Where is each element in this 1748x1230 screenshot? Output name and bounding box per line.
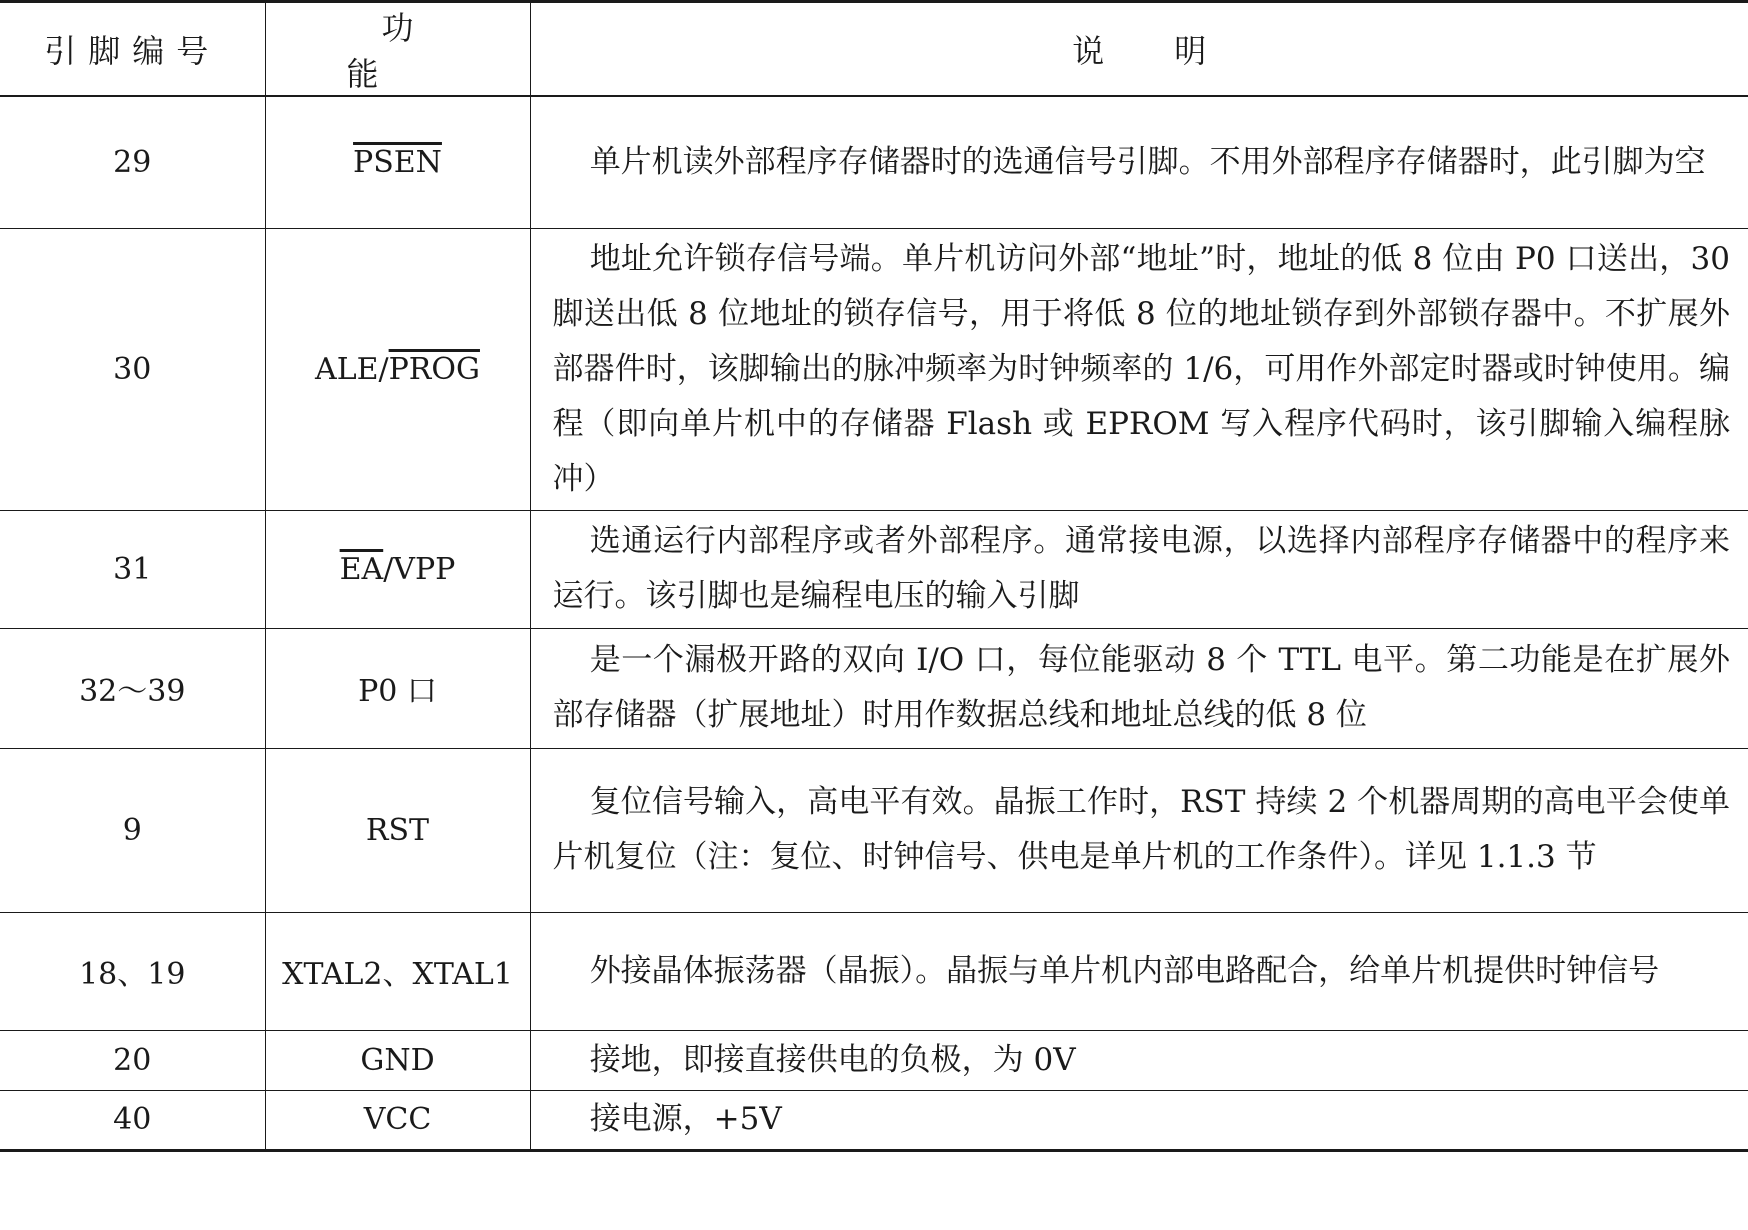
- description-cell: [530, 912, 1748, 1030]
- function-cell: [265, 96, 530, 228]
- table-row: [0, 628, 1748, 748]
- table-row: [0, 748, 1748, 912]
- description-cell: [530, 510, 1748, 628]
- table-row: [0, 1030, 1748, 1090]
- table-row: [0, 96, 1748, 228]
- function-plain-text: ALE/: [315, 351, 389, 387]
- pin-number-cell: 32～39: [0, 628, 265, 748]
- description-cell: [530, 228, 1748, 510]
- description-text: 选通运行内部程序或者外部程序。通常接电源，以选择内部程序存储器中的程序来运行。该引脚也是编程电压的输入引脚: [552, 523, 1730, 614]
- function-overlined-text: PROG: [388, 351, 480, 387]
- function-cell: [265, 510, 530, 628]
- description-cell: [530, 628, 1748, 748]
- description-text: 外接晶体振荡器（晶振）。晶振与单片机内部电路配合，给单片机提供时钟信号: [589, 952, 1660, 989]
- header-description: 说明: [530, 2, 1748, 97]
- description-text: 地址允许锁存信号端。单片机访问外部“地址”时，地址的低 8 位由 P0 口送出，30 脚送出低 8 位地址的锁存信号，用于将低 8 位的地址锁存到外部锁存器中。不扩展外部器件时，该脚输出的脉冲频率为时钟频率的 1/6，可用作外部定时器或时钟使用。编程（即向单片机中的存储器 Flash 或 EPROM 写入程序代码时，该引脚输入编程脉冲）: [552, 240, 1730, 497]
- function-overlined-text: $\overline{EA}$: [339, 551, 384, 587]
- pin-number-cell: 20: [0, 1030, 265, 1090]
- table-row: [0, 228, 1748, 510]
- table-header-row: [0, 2, 1748, 97]
- function-overlined-text: PSEN: [353, 144, 442, 180]
- table-row: [0, 1090, 1748, 1150]
- description-cell: [530, 96, 1748, 228]
- function-cell: VCC: [265, 1090, 530, 1150]
- function-plain-text: /VPP: [383, 551, 456, 587]
- header-pin-number: 引脚编号: [0, 2, 265, 97]
- description-text: 是一个漏极开路的双向 I/O 口，每位能驱动 8 个 TTL 电平。第二功能是在扩展外部存储器（扩展地址）时用作数据总线和地址总线的低 8 位: [552, 642, 1730, 733]
- function-cell: P0 口: [265, 628, 530, 748]
- pin-number-cell: 30: [0, 228, 265, 510]
- pin-number-cell: 31: [0, 510, 265, 628]
- function-cell: GND: [265, 1030, 530, 1090]
- pin-number-cell: 29: [0, 96, 265, 228]
- header-function: 功能: [265, 2, 530, 97]
- description-text: 接电源，+5V: [589, 1101, 782, 1137]
- table-row: [0, 912, 1748, 1030]
- table-row: [0, 510, 1748, 628]
- function-cell: XTAL2、XTAL1: [265, 912, 530, 1030]
- description-text: 复位信号输入，高电平有效。晶振工作时，RST 持续 2 个机器周期的高电平会使单片机复位（注：复位、时钟信号、供电是单片机的工作条件）。详见 1.1.3 节: [552, 784, 1730, 875]
- description-cell: [530, 748, 1748, 912]
- description-cell: [530, 1030, 1748, 1090]
- description-text: 单片机读外部程序存储器时的选通信号引脚。不用外部程序存储器时，此引脚为空: [589, 143, 1706, 180]
- pin-number-cell: 40: [0, 1090, 265, 1150]
- description-text: 接地，即接直接供电的负极，为 0V: [589, 1041, 1076, 1078]
- description-cell: [530, 1090, 1748, 1150]
- function-cell: RST: [265, 748, 530, 912]
- pin-number-cell: 18、19: [0, 912, 265, 1030]
- function-cell: [265, 228, 530, 510]
- pin-number-cell: 9: [0, 748, 265, 912]
